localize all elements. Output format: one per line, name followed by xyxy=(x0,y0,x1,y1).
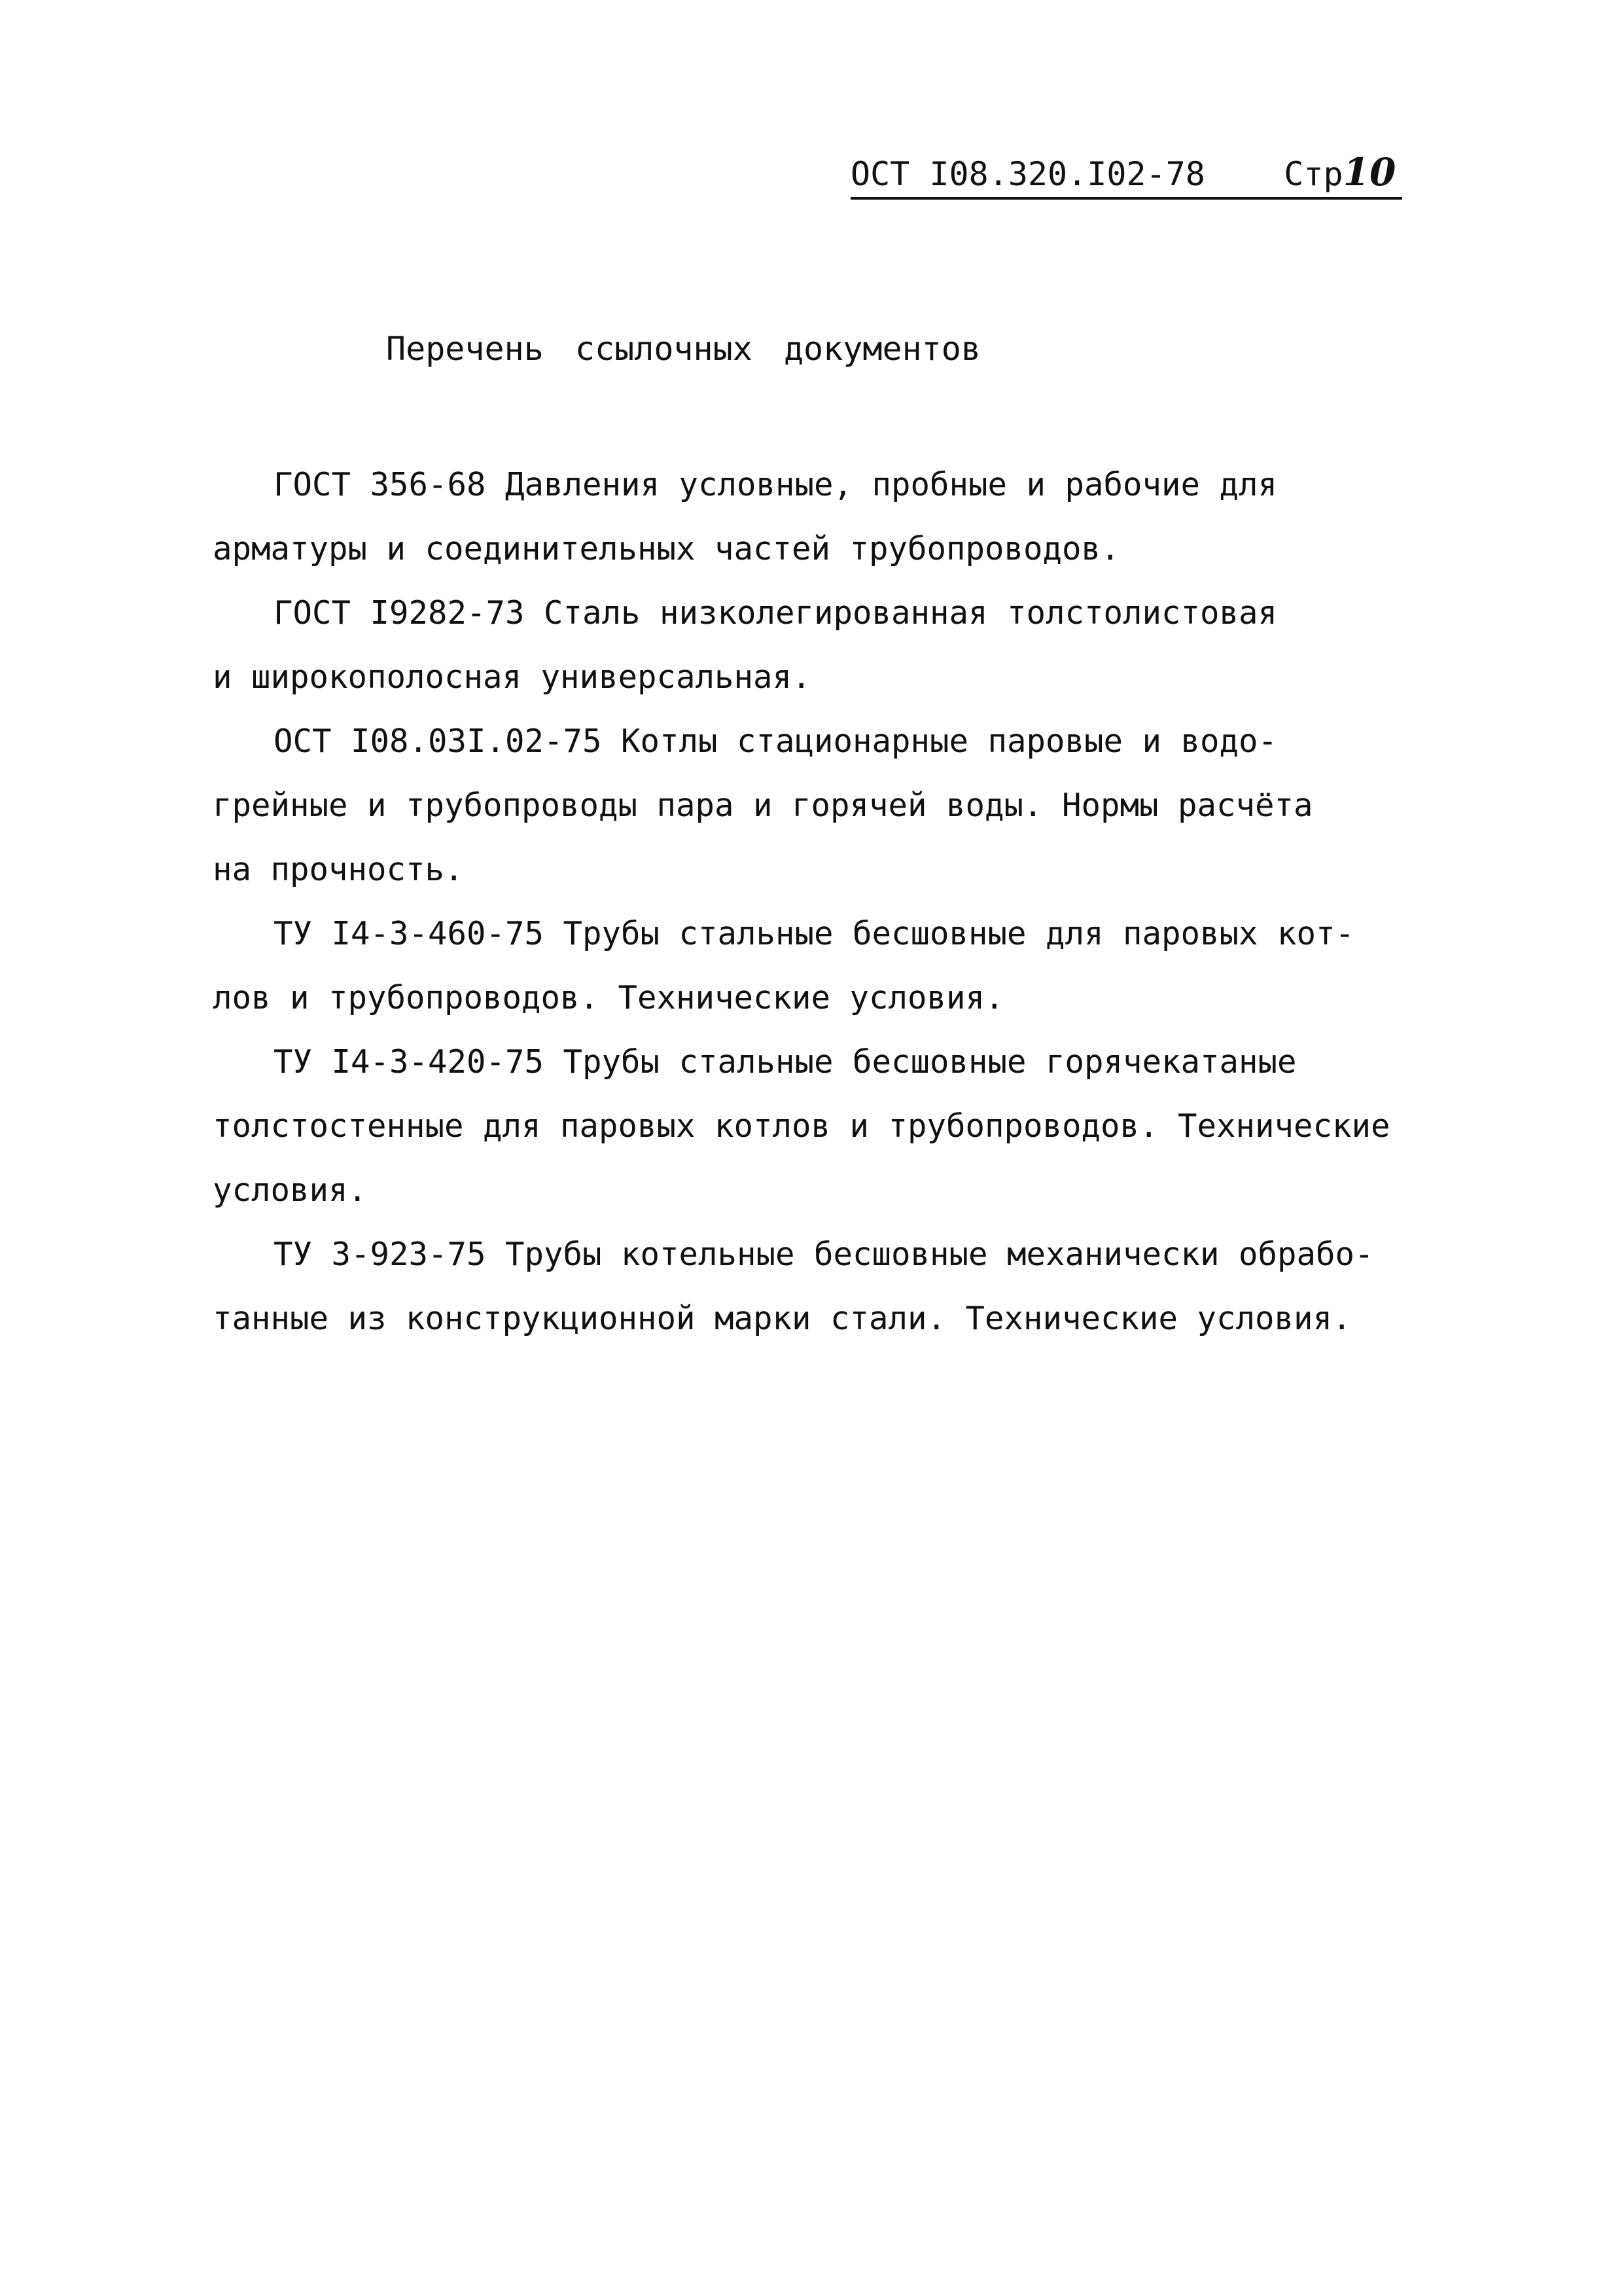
reference-item xyxy=(213,453,1384,581)
reference-item xyxy=(213,581,1384,709)
page-title: Перечень ссылочных документов xyxy=(386,330,981,368)
page-number: 10 xyxy=(1343,150,1396,194)
reference-line: арматуры и соединительных частей трубопроводов. xyxy=(213,530,1120,567)
reference-line: лов и трубопроводов. Технические условия. xyxy=(213,979,1004,1016)
reference-line: грейные и трубопроводы пара и горячей воды. Нормы расчёта xyxy=(213,787,1313,824)
reference-line: и широкополосная универсальная. xyxy=(213,658,811,696)
reference-line: ТУ I4-3-460-75 Трубы стальные бесшовные для паровых кот- xyxy=(274,915,1355,952)
reference-item xyxy=(213,709,1384,902)
reference-item xyxy=(213,1223,1384,1351)
page-label: Стр xyxy=(1284,155,1343,193)
reference-line: условия. xyxy=(213,1172,368,1209)
reference-line: ГОСТ 356-68 Давления условные, пробные и рабочие для xyxy=(274,466,1278,503)
references-list xyxy=(213,453,1390,1351)
reference-item xyxy=(213,1030,1390,1223)
page-header xyxy=(851,149,1402,200)
reference-item xyxy=(213,902,1384,1030)
document-code: ОСТ I08.320.I02-78 xyxy=(851,155,1205,193)
reference-line: ТУ I4-3-420-75 Трубы стальные бесшовные горячекатаные xyxy=(274,1043,1297,1081)
reference-line: толстостенные для паровых котлов и трубопроводов. Технические xyxy=(213,1107,1390,1145)
reference-line: на прочность. xyxy=(213,851,464,888)
reference-line: ТУ 3-923-75 Трубы котельные бесшовные механически обрабо- xyxy=(274,1236,1374,1273)
reference-line: ГОСТ I9282-73 Сталь низколегированная толстолистовая xyxy=(274,594,1278,632)
reference-line: танные из конструкционной марки стали. Технические условия. xyxy=(213,1300,1352,1337)
reference-line: ОСТ I08.03I.02-75 Котлы стационарные паровые и водо- xyxy=(274,723,1278,760)
